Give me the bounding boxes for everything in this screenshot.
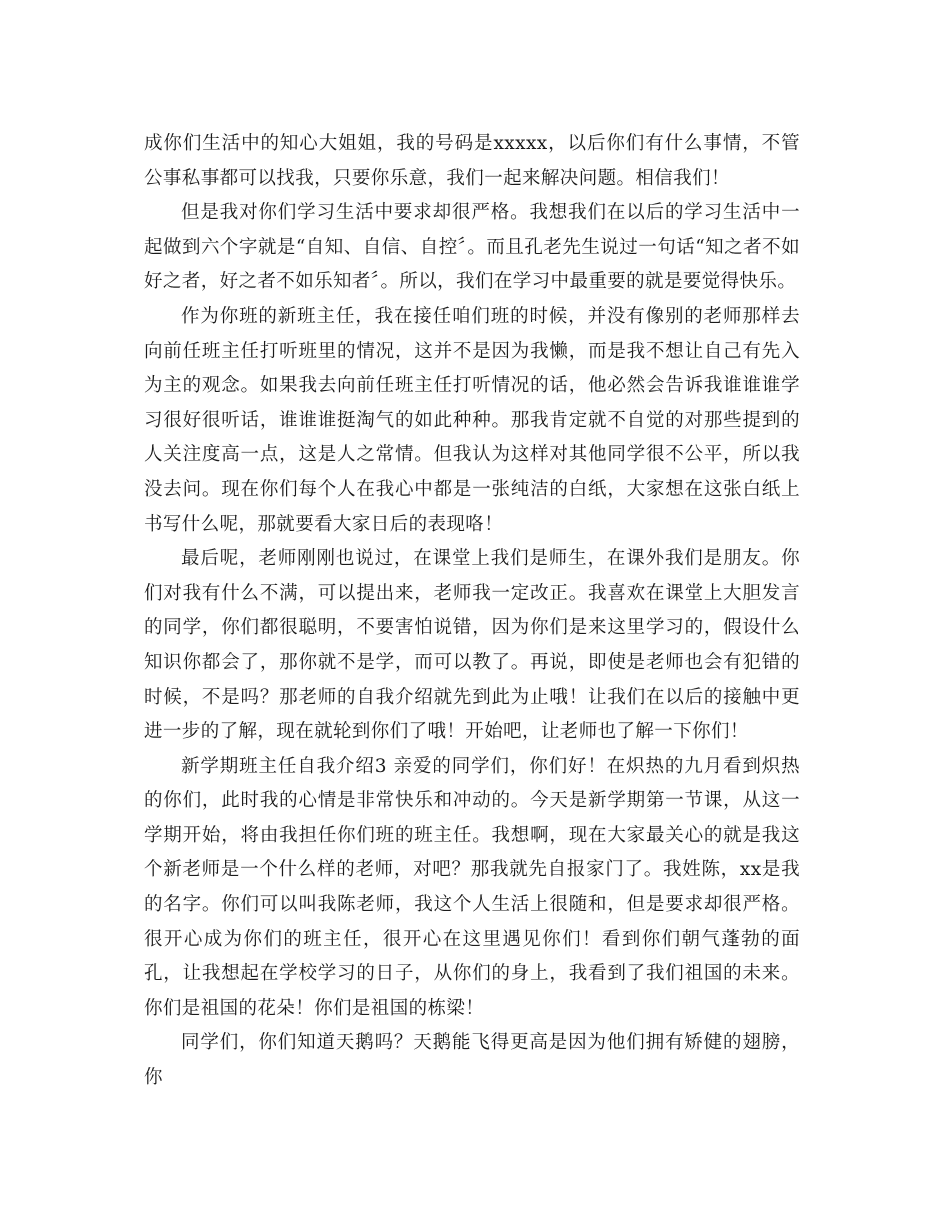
paragraph: 作为你班的新班主任，我在接任咱们班的时候，并没有像别的老师那样去向前任班主任打听班里的情况，这并不是因为我懒，而是我不想让自己有先入为主的观念。如果我去向前任班主任打听情况的话，他必然会告诉我谁谁谁学习很好很听话，谁谁谁挺淘气的如此种种。那我肯定就不自觉的对那些提到的人关注度高一点，这是人之常情。但我认为这样对其他同学很不公平，所以我没去问。现在你们每个人在我心中都是一张纯洁的白纸，大家想在这张白纸上书写什么呢，那就要看大家日后的表现咯！ xyxy=(144,305,800,535)
document-page xyxy=(144,127,800,1096)
paragraph: 新学期班主任自我介绍3 亲爱的同学们，你们好！在炽热的九月看到炽热的你们，此时我的心情是非常快乐和冲动的。今天是新学期第一节课，从这一学期开始，将由我担任你们班的班主任。我想啊，现在大家最关心的就是我这个新老师是一个什么样的老师，对吧？那我就先自报家门了。我姓陈，xx是我的名字。你们可以叫我陈老师，我这个人生活上很随和，但是要求却很严格。很开心成为你们的班主任，很开心在这里遇见你们！看到你们朝气蓬勃的面孔，让我想起在学校学习的日子，从你们的身上，我看到了我们祖国的未来。你们是祖国的花朵！你们是祖国的栋梁！ xyxy=(144,755,800,1019)
paragraph: 同学们，你们知道天鹅吗？天鹅能飞得更高是因为他们拥有矫健的翅膀，你 xyxy=(144,1032,800,1089)
paragraph: 但是我对你们学习生活中要求却很严格。我想我们在以后的学习生活中一起做到六个字就是“自知、自信、自控〞。而且孔老先生说过一句话“知之者不如好之者，好之者不如乐知者〞。所以，我们在学习中最重要的就是要觉得快乐。 xyxy=(144,202,800,293)
paragraph: 最后呢，老师刚刚也说过，在课堂上我们是师生，在课外我们是朋友。你们对我有什么不满，可以提出来，老师我一定改正。我喜欢在课堂上大胆发言的同学，你们都很聪明，不要害怕说错，因为你们是来这里学习的，假设什么知识你都会了，那你就不是学，而可以教了。再说，即使是老师也会有犯错的时候，不是吗？那老师的自我介绍就先到此为止哦！让我们在以后的接触中更进一步的了解，现在就轮到你们了哦！开始吧，让老师也了解一下你们！ xyxy=(144,548,800,743)
paragraph: 成你们生活中的知心大姐姐，我的号码是xxxxx，以后你们有什么事情，不管公事私事都可以找我，只要你乐意，我们一起来解决问题。相信我们！ xyxy=(144,133,800,189)
